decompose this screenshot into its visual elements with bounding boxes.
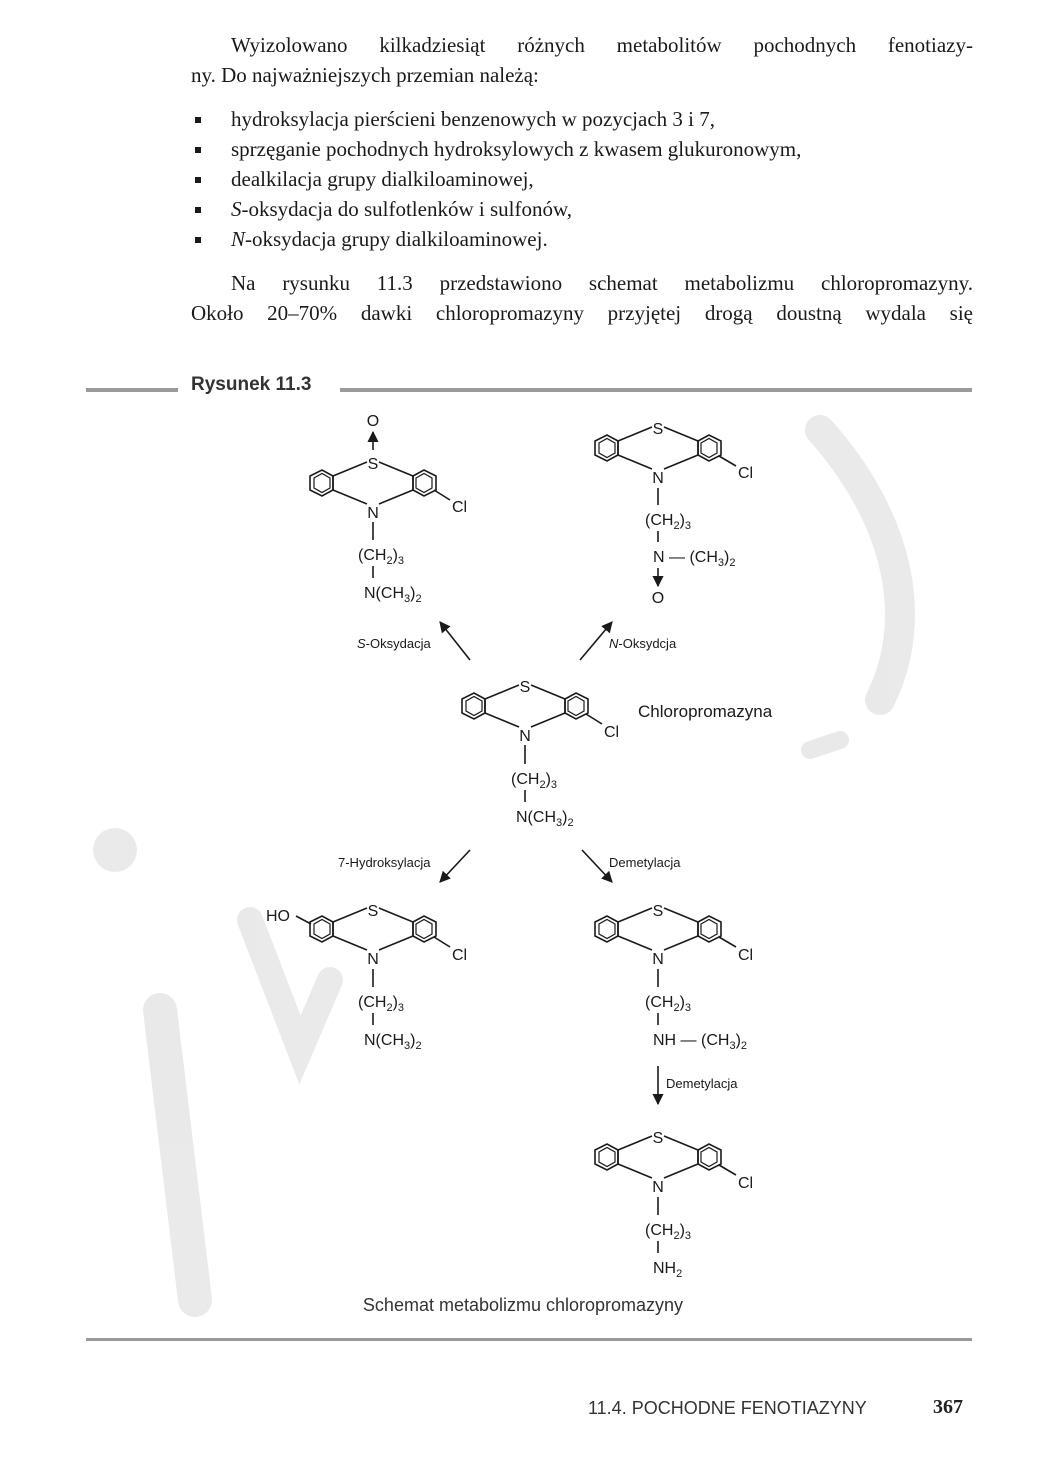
list-item: S-oksydacja do sulfotlenków i sulfonów, — [191, 194, 801, 224]
running-footer: 11.4. POCHODNE FENOTIAZYNY — [588, 1398, 867, 1418]
svg-text:N — (CH3)2: N — $(CH_3)_2$ — [653, 549, 736, 569]
svg-text:N(CH3)2: $N(CH_3)_2$ — [364, 1032, 422, 1052]
structure-didesmethyl — [595, 1130, 753, 1280]
svg-text:Cl: Cl — [738, 1175, 754, 1192]
svg-text:O: O — [366, 413, 380, 430]
svg-text:N: N — [367, 951, 379, 968]
svg-text:S: S — [367, 456, 379, 473]
svg-text:N: N — [367, 505, 379, 522]
watermark — [93, 430, 900, 1300]
svg-text:N(CH3)2: $N(CH_3)_2$ — [516, 809, 574, 829]
label-s-oxidation: S-Oksydacja — [357, 636, 431, 651]
svg-text:N: N — [652, 470, 664, 487]
svg-text:(CH2)3: $(CH_2)_3$ — [645, 1222, 692, 1242]
svg-text:Cl: Cl — [604, 724, 620, 741]
svg-text:N: N — [652, 1179, 664, 1196]
page-number: 367 — [933, 1396, 963, 1418]
arrow-demethylation-1 — [582, 850, 612, 882]
list-item: N-oksydacja grupy dialkiloaminowej. — [191, 224, 801, 254]
svg-text:(CH2)3: $(CH_2)_3$ — [645, 994, 692, 1014]
structure-s-oxide — [310, 413, 467, 605]
svg-text:O: O — [651, 590, 665, 607]
svg-text:N: N — [519, 728, 531, 745]
svg-text:(CH2)3: $(CH_2)_3$ — [511, 771, 558, 791]
svg-text:Cl: Cl — [452, 947, 468, 964]
svg-text:Cl: Cl — [738, 465, 754, 482]
figure-label: Rysunek 11.3 — [191, 374, 312, 395]
svg-text:NH — (CH3)2: NH — $(CH_3)_2$ — [653, 1032, 748, 1052]
label-n-oxidation: N-Oksydcja — [609, 636, 677, 651]
svg-text:Cl: Cl — [452, 499, 468, 516]
svg-text:HO: HO — [266, 908, 290, 925]
list-item: sprzęganie pochodnych hydroksylowych z kwasem glukuronowym, — [191, 134, 801, 164]
compound-name-label: Chloropromazyna — [638, 702, 773, 721]
figure-rule-bottom — [86, 1338, 972, 1341]
svg-text:(CH2)3: $(CH_2)_3$ — [358, 994, 405, 1014]
arrow-n-oxidation — [580, 622, 612, 660]
svg-text:(CH2)3: $(CH_2)_3$ — [645, 512, 692, 532]
paragraph-figure-ref-line-2: Około 20–70% dawki chloropromazyny przyjętej drogą doustną wydala się — [191, 301, 973, 325]
structure-n-oxide — [595, 421, 753, 607]
svg-text:Cl: Cl — [738, 947, 754, 964]
svg-text:N(CH3)2: $N(CH_3)_2$ — [364, 585, 422, 605]
structure-desmethyl — [595, 903, 753, 1052]
paragraph-intro-line-2: ny. Do najważniejszych przemian należą: — [191, 63, 539, 87]
label-demethylation-2: Demetylacja — [666, 1076, 738, 1091]
list-item: dealkilacja grupy dialkiloaminowej, — [191, 164, 801, 194]
arrow-hydroxylation — [440, 850, 470, 882]
label-demethylation-1: Demetylacja — [609, 855, 681, 870]
svg-text:S: S — [652, 421, 664, 438]
svg-text:S: S — [652, 903, 664, 920]
paragraph-intro-line-1: Wyizolowano kilkadziesiąt różnych metabolitów pochodnych fenotiazy- — [231, 33, 973, 57]
figure-caption: Schemat metabolizmu chloropromazyny — [362, 1295, 684, 1315]
structure-chlorpromazine — [462, 679, 773, 829]
svg-text:S: S — [519, 679, 531, 696]
paragraph-figure-ref-line-1: Na rysunku 11.3 przedstawiono schemat metabolizmu chloropromazyny. — [231, 271, 973, 295]
svg-text:NH2: $NH_2$ — [653, 1260, 683, 1280]
list-item: hydroksylacja pierścieni benzenowych w pozycjach 3 i 7, — [191, 104, 801, 134]
svg-text:N: N — [652, 951, 664, 968]
arrow-s-oxidation — [440, 622, 470, 660]
svg-text:S: S — [652, 1130, 664, 1147]
svg-text:(CH2)3: $(CH_2)_3$ — [358, 547, 405, 567]
label-hydroxylation: 7-Hydroksylacja — [338, 855, 431, 870]
svg-text:S: S — [367, 903, 379, 920]
